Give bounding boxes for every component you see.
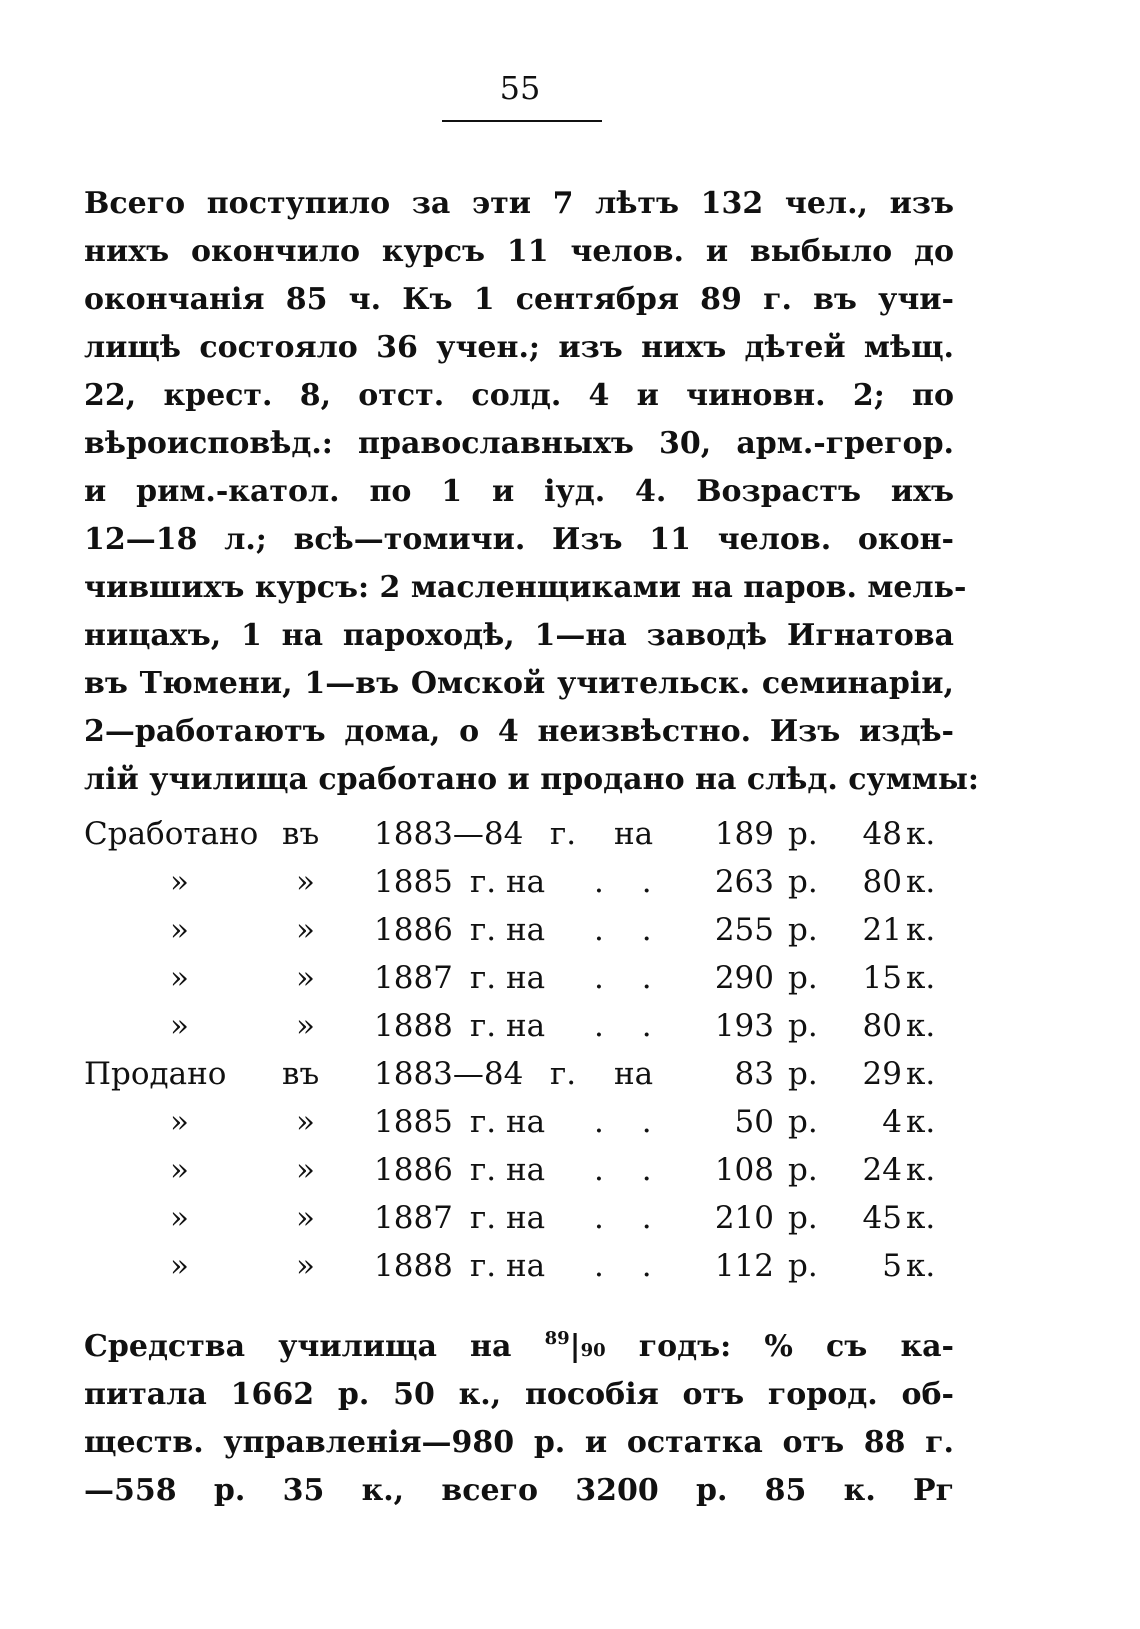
page-number: 55 [499, 69, 541, 107]
row-preposition: въ [282, 816, 320, 852]
text-line: лищѣ состояло 36 учен.; изъ нихъ дѣтей мѣщ. [84, 330, 954, 365]
row-na: на [614, 816, 654, 852]
row-leader-dots: . . [594, 912, 666, 948]
table-row [84, 1098, 964, 1146]
row-kopecks: 15 [862, 960, 902, 996]
paragraph-funds [84, 1323, 954, 1515]
row-kopecks: 45 [862, 1200, 902, 1236]
row-ditto: » [170, 1248, 189, 1284]
row-rubles-unit: р. [788, 816, 818, 852]
row-year-abbr: г. на [470, 912, 546, 948]
row-rubles: 263 [714, 864, 774, 900]
row-ditto: » [170, 1200, 189, 1236]
row-rubles: 50 [734, 1104, 774, 1140]
row-ditto: » [170, 1104, 189, 1140]
row-ditto: » [296, 864, 315, 900]
row-ditto: » [296, 1200, 315, 1236]
row-year-abbr: г. [550, 1056, 577, 1092]
text-line: 12—18 л.; всѣ—томичи. Изъ 11 челов. окон- [84, 522, 954, 557]
row-year: 1886 [374, 1152, 453, 1188]
row-na: на [614, 1056, 654, 1092]
text-line: 2—работаютъ дома, о 4 неизвѣстно. Изъ издѣ- [84, 714, 954, 749]
table-row [84, 954, 964, 1002]
text-line: въ Тюмени, 1—въ Омской учительск. семинаріи, [84, 666, 954, 701]
text-line: чившихъ курсъ: 2 масленщиками на паров. мель- [84, 570, 967, 605]
row-kopecks-unit: к. [906, 1200, 936, 1236]
row-year-abbr: г. [550, 816, 577, 852]
text-line: окончанія 85 ч. Къ 1 сентября 89 г. въ учи- [84, 282, 954, 317]
row-leader-dots: . . [594, 1104, 666, 1140]
row-year-abbr: г. на [470, 960, 546, 996]
row-kopecks: 80 [862, 1008, 902, 1044]
text-line: —558 р. 35 к., всего 3200 р. 85 к. Рг [84, 1473, 954, 1508]
row-kopecks-unit: к. [906, 1104, 936, 1140]
row-rubles-unit: р. [788, 912, 818, 948]
table-row [84, 1002, 964, 1050]
row-kopecks: 21 [862, 912, 902, 948]
row-ditto: » [296, 912, 315, 948]
text-line: и рим.-катол. по 1 и іуд. 4. Возрастъ ихъ [84, 474, 954, 509]
text-line: лій училища сработано и продано на слѣд. суммы: [84, 762, 980, 797]
row-rubles: 112 [714, 1248, 774, 1284]
row-ditto: » [170, 864, 189, 900]
row-ditto: » [296, 1152, 315, 1188]
fraction-denominator: 90 [580, 1340, 606, 1361]
row-rubles: 193 [714, 1008, 774, 1044]
row-rubles-unit: р. [788, 1152, 818, 1188]
table-row [84, 810, 964, 858]
row-label: Продано [84, 1056, 227, 1092]
row-rubles-unit: р. [788, 864, 818, 900]
row-kopecks: 48 [862, 816, 902, 852]
row-ditto: » [170, 1152, 189, 1188]
funds-intro: Средства училища на [84, 1329, 512, 1364]
row-year: 1887 [374, 1200, 453, 1236]
row-year-abbr: г. на [470, 1200, 546, 1236]
row-preposition: въ [282, 1056, 320, 1092]
row-kopecks: 24 [862, 1152, 902, 1188]
row-ditto: » [170, 912, 189, 948]
row-ditto: » [170, 960, 189, 996]
row-kopecks-unit: к. [906, 1248, 936, 1284]
text-line [84, 1323, 954, 1371]
funds-intro-rest: годъ: % съ ка- [638, 1329, 954, 1364]
row-kopecks: 5 [882, 1248, 902, 1284]
row-kopecks: 29 [862, 1056, 902, 1092]
row-kopecks-unit: к. [906, 1056, 936, 1092]
header-rule [442, 120, 602, 122]
row-ditto: » [296, 1104, 315, 1140]
row-year-abbr: г. на [470, 1152, 546, 1188]
text-line: ницахъ, 1 на пароходѣ, 1—на заводѣ Игнатова [84, 618, 954, 653]
row-year: 1886 [374, 912, 453, 948]
row-rubles: 290 [714, 960, 774, 996]
row-rubles-unit: р. [788, 960, 818, 996]
row-kopecks-unit: к. [906, 960, 936, 996]
row-year: 1888 [374, 1248, 453, 1284]
row-kopecks: 4 [882, 1104, 902, 1140]
row-rubles: 255 [714, 912, 774, 948]
row-year: 1885 [374, 1104, 453, 1140]
fraction-numerator: 89 [544, 1328, 570, 1349]
row-kopecks-unit: к. [906, 864, 936, 900]
text-line: питала 1662 р. 50 к., пособія отъ город. об- [84, 1377, 954, 1412]
row-year-abbr: г. на [470, 1248, 546, 1284]
row-rubles-unit: р. [788, 1104, 818, 1140]
text-line: вѣроисповѣд.: православныхъ 30, арм.-грегор. [84, 426, 954, 461]
table-row [84, 1242, 964, 1290]
row-rubles: 108 [714, 1152, 774, 1188]
sales-table [84, 810, 964, 1290]
row-rubles: 189 [714, 816, 774, 852]
row-year: 1888 [374, 1008, 453, 1044]
table-row [84, 858, 964, 906]
row-ditto: » [170, 1008, 189, 1044]
row-leader-dots: . . [594, 960, 666, 996]
row-ditto: » [296, 960, 315, 996]
row-leader-dots: . . [594, 864, 666, 900]
row-rubles: 210 [714, 1200, 774, 1236]
text-line: 22, крест. 8, отст. солд. 4 и чиновн. 2; по [84, 378, 954, 413]
row-ditto: » [296, 1008, 315, 1044]
row-kopecks-unit: к. [906, 816, 936, 852]
row-kopecks-unit: к. [906, 1152, 936, 1188]
row-year-abbr: г. на [470, 1008, 546, 1044]
row-rubles-unit: р. [788, 1056, 818, 1092]
row-year-abbr: г. на [470, 1104, 546, 1140]
row-ditto: » [296, 1248, 315, 1284]
row-year: 1885 [374, 864, 453, 900]
row-kopecks: 80 [862, 864, 902, 900]
row-year: 1887 [374, 960, 453, 996]
table-row [84, 1194, 964, 1242]
text-line: Всего поступило за эти 7 лѣтъ 132 чел., изъ [84, 186, 954, 221]
row-rubles: 83 [734, 1056, 774, 1092]
year-fraction: $^{89}$|90 [544, 1328, 606, 1364]
text-line: ществ. управленія—980 р. и остатка отъ 88 г. [84, 1425, 954, 1460]
row-leader-dots: . . [594, 1248, 666, 1284]
row-kopecks-unit: к. [906, 912, 936, 948]
row-year-abbr: г. на [470, 864, 546, 900]
table-row [84, 1050, 964, 1098]
row-kopecks-unit: к. [906, 1008, 936, 1044]
row-leader-dots: . . [594, 1008, 666, 1044]
table-row [84, 1146, 964, 1194]
row-year: 1883—84 [374, 816, 524, 852]
row-rubles-unit: р. [788, 1008, 818, 1044]
table-row [84, 906, 964, 954]
row-leader-dots: . . [594, 1152, 666, 1188]
row-rubles-unit: р. [788, 1248, 818, 1284]
row-rubles-unit: р. [788, 1200, 818, 1236]
paragraph-enrollment [84, 180, 980, 804]
row-leader-dots: . . [594, 1200, 666, 1236]
row-label: Сработано [84, 816, 259, 852]
row-year: 1883—84 [374, 1056, 524, 1092]
text-line: нихъ окончило курсъ 11 челов. и выбыло до [84, 234, 954, 269]
